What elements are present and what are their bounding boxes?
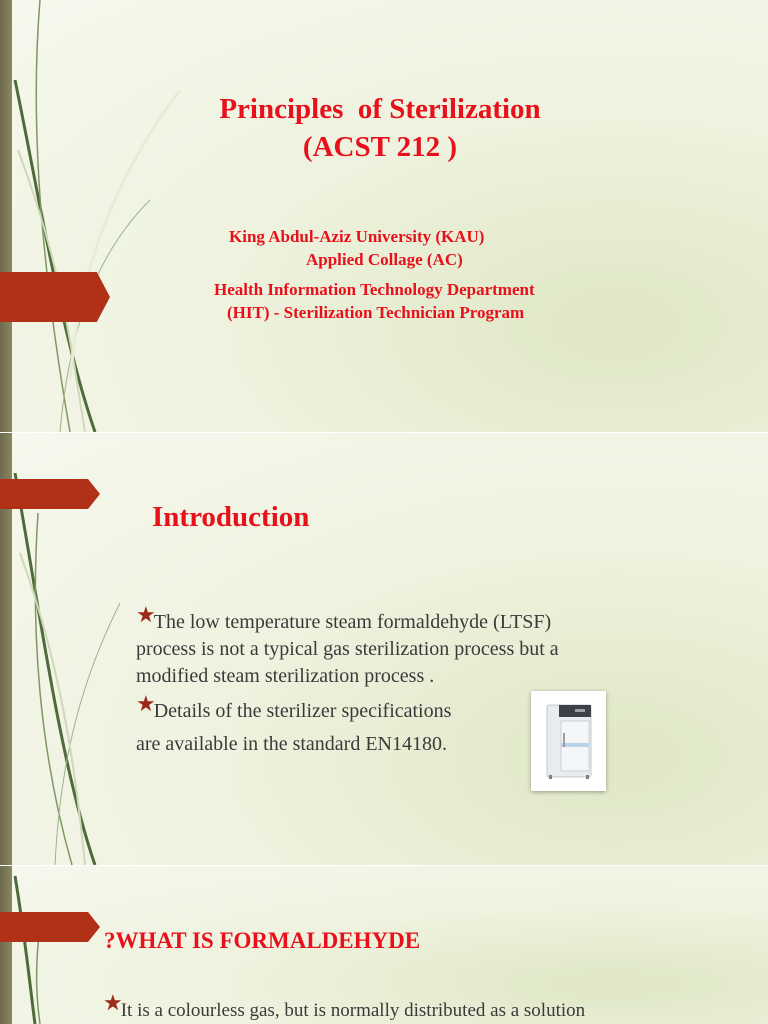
bullet-spec-line-2: are available in the standard EN14180. bbox=[136, 733, 447, 755]
star-icon: ★ bbox=[103, 990, 123, 1015]
bullet-ltsf-line-2: process is not a typical gas sterilization process but a bbox=[136, 638, 559, 660]
bullet-ltsf-line-3: modified steam sterilization process . bbox=[136, 665, 435, 687]
bullet-colourless-gas-text: It is a colourless gas, but is normally distributed as a solution bbox=[120, 1000, 586, 1021]
slide-introduction bbox=[0, 433, 768, 865]
bullet-colourless-gas bbox=[103, 990, 703, 1024]
decorative-swoosh bbox=[0, 0, 200, 432]
page-title bbox=[100, 90, 660, 166]
star-icon: ★ bbox=[136, 602, 156, 627]
college-name: Applied Collage (AC) bbox=[306, 250, 463, 269]
accent-tab bbox=[0, 272, 110, 322]
bullet-specifications bbox=[136, 691, 516, 725]
section-heading: ?WHAT IS FORMALDEHYDE bbox=[104, 928, 421, 953]
bullet-ltsf bbox=[136, 602, 636, 690]
department-name: Health Information Technology Department bbox=[214, 280, 535, 299]
section-heading: Introduction bbox=[152, 501, 310, 533]
title-line-2: (ACST 212 ) bbox=[302, 131, 458, 163]
star-icon: ★ bbox=[136, 691, 156, 716]
slide-formaldehyde bbox=[0, 866, 768, 1024]
accent-tab bbox=[0, 479, 100, 509]
bullet-spec-line-1: Details of the sterilizer specifications bbox=[153, 700, 452, 722]
sterilizer-image bbox=[531, 691, 606, 791]
accent-tab bbox=[0, 912, 100, 942]
title-line-1: Principles of Sterilization bbox=[219, 93, 541, 125]
program-name: (HIT) - Sterilization Technician Program bbox=[227, 303, 525, 322]
sterilizer-illustration bbox=[531, 691, 606, 791]
bullet-ltsf-line-1: The low temperature steam formaldehyde (LTSF) bbox=[153, 611, 552, 633]
slide-title bbox=[0, 0, 768, 432]
university-name: King Abdul-Aziz University (KAU) bbox=[229, 227, 485, 246]
